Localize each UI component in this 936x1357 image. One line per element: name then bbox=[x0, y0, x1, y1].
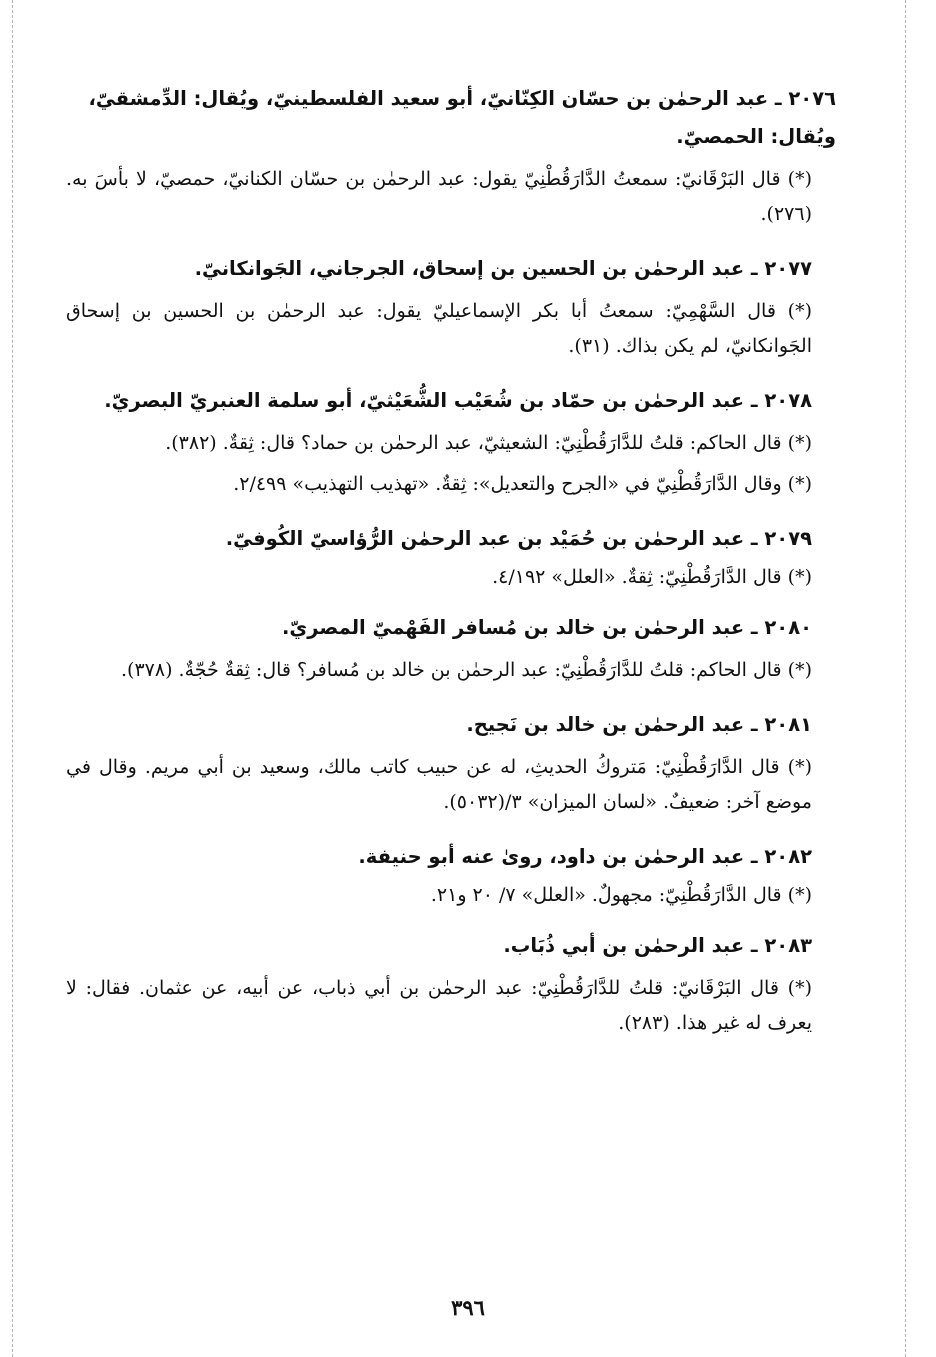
entry-2076 bbox=[66, 80, 836, 232]
left-margin-guide bbox=[12, 0, 13, 1357]
right-margin-guide bbox=[905, 0, 906, 1357]
entry-title: ٢٠٧٨ ـ عبد الرحمٰن بن حمّاد بن شُعَيْب الشُّعَيْثيّ، أبو سلمة العنبريّ البصريّ. bbox=[104, 389, 812, 412]
entry-2080 bbox=[66, 609, 836, 688]
entry-2077 bbox=[66, 250, 836, 364]
entry-quote-second: (*) وقال الدَّارَقُطْنِيّ في «الجرح والتعديل»: ثِقةٌ. «تهذيب التهذيب» ٢/٤٩٩. bbox=[233, 473, 812, 495]
entry-quote: (*) قال السَّهْمِيّ: سمعتُ أبا بكر الإسماعيليّ يقول: عبد الرحمٰن بن الحسين بن إسحاق الجَوانكانيّ، لم يكن بذاك. (٣١). bbox=[66, 300, 812, 357]
entry-quote: (*) قال الدَّارَقُطْنِيّ: مَتروكُ الحديثِ، له عن حبيب كاتب مالك، وسعيد بن أبي مريم. وقال في موضع آخر: ضعيفٌ. «لسان الميزان» ٣/(٥٠٣٢). bbox=[66, 756, 812, 813]
page-body bbox=[66, 80, 836, 1059]
entry-quote: (*) قال الحاكم: قلتُ للدَّارَقُطْنِيّ: عبد الرحمٰن بن خالد بن مُسافر؟ قال: ثِقةٌ حُجّةٌ. (٣٧٨). bbox=[121, 659, 812, 681]
entry-quote: (*) قال البَرْقَانيّ: قلتُ للدَّارَقُطْنِيّ: عبد الرحمٰن بن أبي ذباب، عن أبيه، عن عثمان. فقال: لا يعرف له غير هذا. (٢٨٣). bbox=[66, 977, 812, 1034]
entry-quote: (*) قال الدَّارَقُطْنِيّ: ثِقةٌ. «العلل» ٤/١٩٢. bbox=[492, 566, 812, 588]
entry-title: ٢٠٧٩ ـ عبد الرحمٰن بن حُمَيْد بن عبد الرحمٰن الرُّؤاسيّ الكُوفيّ. bbox=[225, 527, 812, 550]
entry-2083 bbox=[66, 927, 836, 1041]
entry-title: ٢٠٧٦ ـ عبد الرحمٰن بن حسّان الكِنّانيّ، أبو سعيد الفلسطينيّ، ويُقال: الدِّمشقيّ، ويُقال: الحمصيّ. bbox=[88, 87, 836, 148]
entry-quote: (*) قال الدَّارَقُطْنِيّ: مجهولٌ. «العلل» ٧/ ٢٠ و٢١. bbox=[430, 884, 812, 906]
entry-2079 bbox=[66, 520, 836, 595]
entry-quote: (*) قال البَرْقَانيّ: سمعتُ الدَّارَقُطْنِيّ يقول: عبد الرحمٰن بن حسّان الكنانيّ، حمصيّ، لا بأسَ به. (٢٧٦). bbox=[66, 168, 812, 225]
entry-2082 bbox=[66, 838, 836, 913]
entry-2078 bbox=[66, 382, 836, 502]
entry-title: ٢٠٨٣ ـ عبد الرحمٰن بن أبي ذُبَاب. bbox=[503, 934, 812, 957]
entry-title: ٢٠٨٢ ـ عبد الرحمٰن بن داود، روىٰ عنه أبو حنيفة. bbox=[358, 845, 812, 868]
entry-title: ٢٠٨٠ ـ عبد الرحمٰن بن خالد بن مُسافر الفَهْميّ المصريّ. bbox=[282, 616, 812, 639]
page-number: ٣٩٦ bbox=[451, 1295, 485, 1320]
entry-quote: (*) قال الحاكم: قلتُ للدَّارَقُطْنِيّ: الشعيثيّ، عبد الرحمٰن بن حماد؟ قال: ثِقةٌ. (٣٨٢). bbox=[165, 432, 812, 454]
entry-title: ٢٠٧٧ ـ عبد الرحمٰن بن الحسين بن إسحاق، الجرجاني، الجَوانكانيّ. bbox=[194, 257, 812, 280]
entry-title: ٢٠٨١ ـ عبد الرحمٰن بن خالد بن نَجيح. bbox=[466, 713, 812, 736]
entry-2081 bbox=[66, 706, 836, 820]
